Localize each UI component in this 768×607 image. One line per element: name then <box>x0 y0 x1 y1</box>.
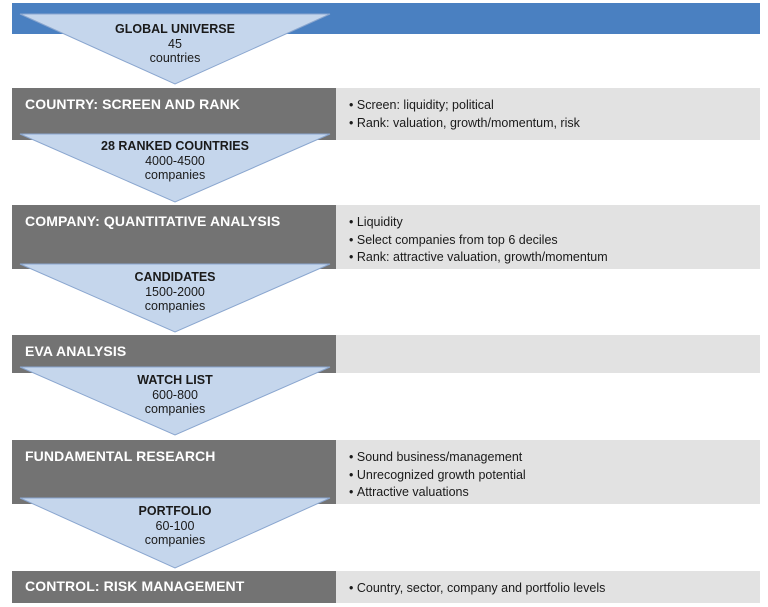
stage-label-control: CONTROL: RISK MANAGEMENT <box>12 571 336 603</box>
stage-label-country: COUNTRY: SCREEN AND RANK <box>12 88 336 140</box>
stage-label-company: COMPANY: QUANTITATIVE ANALYSIS <box>12 205 336 269</box>
funnel-count: 45 <box>168 36 182 51</box>
funnel-title: GLOBAL UNIVERSE <box>115 22 235 36</box>
note-item: • Country, sector, company and portfolio levels <box>349 580 760 598</box>
note-item: • Attractive valuations <box>349 484 760 502</box>
funnel-count: 600-800 <box>152 387 198 402</box>
funnel-unit: companies <box>144 533 206 547</box>
note-item: • Select companies from top 6 deciles <box>349 232 760 250</box>
funnel-text-ranked <box>75 139 275 183</box>
note-item: • Sound business/management <box>349 449 760 467</box>
funnel-unit: countries <box>149 51 201 65</box>
funnel-count: 60-100 <box>155 518 195 533</box>
funnel-unit: companies <box>144 402 206 416</box>
funnel-title: CANDIDATES <box>134 270 216 284</box>
note-item: • Unrecognized growth potential <box>349 467 760 485</box>
funnel-unit: companies <box>144 299 206 313</box>
note-item: • Rank: valuation, growth/momentum, risk <box>349 115 760 133</box>
funnel-text-global <box>75 22 275 66</box>
note-item: • Screen: liquidity; political <box>349 97 760 115</box>
funnel-title: WATCH LIST <box>137 373 213 387</box>
funnel-title: PORTFOLIO <box>138 504 212 518</box>
stage-label-eva: EVA ANALYSIS <box>12 335 336 373</box>
funnel-title: 28 RANKED COUNTRIES <box>101 139 249 153</box>
funnel-text-portfolio <box>75 504 275 548</box>
stage-label-fundamental: FUNDAMENTAL RESEARCH <box>12 440 336 504</box>
funnel-count: 1500-2000 <box>145 284 205 299</box>
note-item: • Rank: attractive valuation, growth/momentum <box>349 249 760 267</box>
funnel-text-candidates <box>75 270 275 314</box>
funnel-text-watch-list <box>75 373 275 417</box>
funnel-unit: companies <box>144 168 206 182</box>
funnel-count: 4000-4500 <box>145 153 205 168</box>
note-item: • Liquidity <box>349 214 760 232</box>
